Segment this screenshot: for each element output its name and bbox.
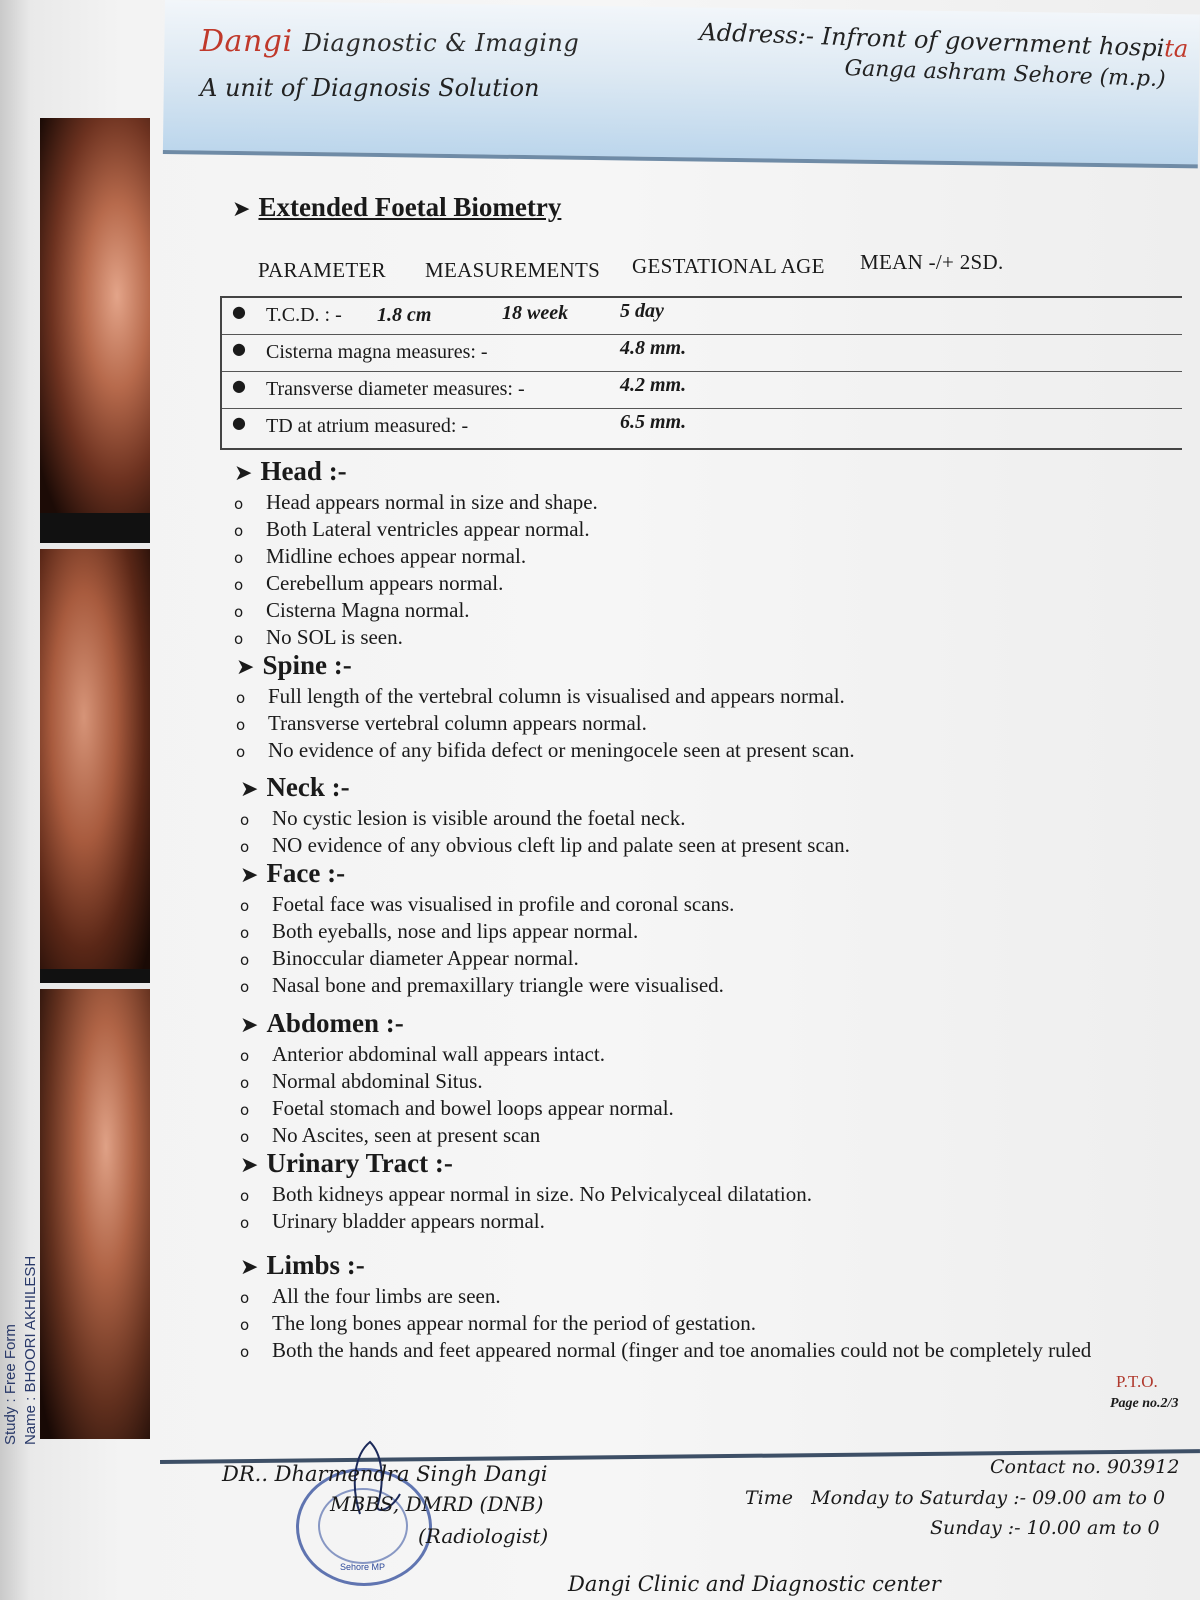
circle-bullet-icon: o: [234, 576, 244, 594]
row-ga-day: 5 day: [620, 300, 664, 322]
biometry-table: [220, 296, 1182, 450]
table-row: [222, 372, 1182, 409]
circle-bullet-icon: o: [240, 897, 250, 915]
item-text: Both kidneys appear normal in size. No Pelvicalyceal dilatation.: [272, 1182, 813, 1206]
address-text: Address:- Infront of government hospi: [699, 18, 1165, 63]
column-header: GESTATIONAL AGE: [632, 254, 825, 278]
arrow-bullet-icon: ➤: [240, 1013, 259, 1038]
circle-bullet-icon: o: [240, 1214, 250, 1232]
section-title: Limbs :-: [266, 1250, 365, 1280]
doctor-qualification: MBBS, DMRD (DNB): [330, 1492, 544, 1516]
item-text: Anterior abdominal wall appears intact.: [272, 1042, 605, 1066]
patient-name-label: Name : BHOORI AKHILESH: [22, 1255, 39, 1445]
list-item: [240, 1095, 674, 1122]
circle-bullet-icon: o: [240, 924, 250, 942]
arrow-bullet-icon: ➤: [234, 461, 253, 486]
section-face: [240, 858, 734, 999]
item-text: No Ascites, seen at present scan: [272, 1123, 541, 1147]
circle-bullet-icon: o: [236, 743, 246, 761]
circle-bullet-icon: o: [240, 811, 250, 829]
address-tail: ta: [1163, 34, 1189, 64]
row-value: 6.5 mm.: [620, 411, 687, 433]
list-item: [234, 489, 598, 516]
row-label: Cisterna magna measures: -: [266, 341, 488, 363]
item-text: NO evidence of any obvious cleft lip and palate seen at present scan.: [272, 833, 850, 857]
circle-bullet-icon: o: [236, 689, 246, 707]
table-row: [222, 409, 1182, 445]
circle-bullet-icon: o: [240, 951, 250, 969]
circle-bullet-icon: o: [234, 603, 244, 621]
item-text: Urinary bladder appears normal.: [272, 1209, 545, 1233]
column-header: PARAMETER: [258, 258, 386, 282]
brand-rest: Diagnostic & Imaging: [302, 29, 580, 57]
item-text: Foetal stomach and bowel loops appear normal.: [272, 1096, 674, 1120]
section-limbs: [240, 1250, 1091, 1364]
row-ga-week: 18 week: [502, 302, 569, 324]
stamp-text: Sehore MP: [340, 1562, 386, 1572]
pto-label: P.T.O.: [1116, 1372, 1158, 1391]
section-neck: [240, 772, 850, 859]
item-text: Head appears normal in size and shape.: [266, 490, 598, 514]
list-item: [240, 1181, 812, 1208]
row-value: 4.8 mm.: [620, 337, 687, 359]
circle-bullet-icon: o: [240, 1047, 250, 1065]
row-label: TD at atrium measured: -: [266, 415, 469, 437]
list-item: [234, 543, 598, 570]
circle-bullet-icon: o: [240, 978, 250, 996]
item-text: Both the hands and feet appeared normal (finger and toe anomalies could not be completely ruled: [272, 1338, 1092, 1362]
page-number: Page no.2/3: [1110, 1396, 1179, 1411]
list-item: [240, 805, 850, 832]
item-text: Midline echoes appear normal.: [266, 544, 527, 568]
list-item: [240, 1337, 1091, 1364]
item-text: Cerebellum appears normal.: [266, 571, 504, 595]
row-measure: 1.8 cm: [377, 304, 432, 326]
biometry-heading: [232, 192, 561, 223]
list-item: [240, 1310, 1091, 1337]
section-title: Abdomen :-: [266, 1008, 404, 1038]
section-urinary-tract: [240, 1148, 812, 1235]
circle-bullet-icon: o: [234, 495, 244, 513]
section-title: Face :-: [266, 858, 346, 888]
arrow-bullet-icon: ➤: [240, 863, 259, 888]
doctor-name: DR.. Dharmendra Singh Dangi: [222, 1462, 548, 1486]
list-item: [240, 945, 734, 972]
section-abdomen: [240, 1008, 674, 1149]
section-title: Spine :-: [262, 650, 352, 680]
list-item: [236, 710, 855, 737]
item-text: Both Lateral ventricles appear normal.: [266, 517, 590, 541]
circle-bullet-icon: o: [240, 1074, 250, 1092]
item-text: No SOL is seen.: [266, 625, 403, 649]
item-text: The long bones appear normal for the period of gestation.: [272, 1311, 757, 1335]
table-row: [222, 298, 1182, 335]
item-text: Cisterna Magna normal.: [266, 598, 470, 622]
circle-bullet-icon: o: [234, 549, 244, 567]
sunday-timing: Sunday :- 10.00 am to 0: [930, 1517, 1160, 1539]
list-item: [240, 832, 850, 859]
list-item: [240, 1041, 674, 1068]
column-header: MEASUREMENTS: [425, 258, 601, 282]
list-item: [240, 1283, 1091, 1310]
arrow-bullet-icon: ➤: [240, 1153, 259, 1178]
list-item: [234, 597, 598, 624]
arrow-bullet-icon: ➤: [232, 197, 251, 222]
row-label: Transverse diameter measures: -: [266, 378, 525, 400]
circle-bullet-icon: o: [240, 1343, 250, 1361]
list-item: [234, 570, 598, 597]
list-item: [240, 1208, 812, 1235]
arrow-bullet-icon: ➤: [240, 1255, 259, 1280]
row-value: 4.2 mm.: [620, 374, 687, 396]
circle-bullet-icon: o: [240, 838, 250, 856]
item-text: Nasal bone and premaxillary triangle were visualised.: [272, 973, 724, 997]
study-label: Study : Free Form: [2, 1324, 19, 1445]
doctor-role: (Radiologist): [418, 1524, 549, 1548]
section-head: [234, 456, 598, 651]
clinic-name: Dangi Clinic and Diagnostic center: [568, 1572, 941, 1596]
circle-bullet-icon: o: [240, 1128, 250, 1146]
table-row: [222, 335, 1182, 372]
item-text: Full length of the vertebral column is visualised and appears normal.: [268, 684, 845, 708]
circle-bullet-icon: o: [240, 1187, 250, 1205]
row-label: T.C.D. : -: [266, 304, 342, 326]
list-item: [234, 624, 598, 651]
list-item: [240, 918, 734, 945]
bullet-dot-icon: ●: [232, 376, 246, 395]
item-text: Normal abdominal Situs.: [272, 1069, 483, 1093]
address-line-2: Ganga ashram Sehore (m.p.): [844, 56, 1167, 93]
circle-bullet-icon: o: [240, 1101, 250, 1119]
circle-bullet-icon: o: [240, 1289, 250, 1307]
bullet-dot-icon: ●: [232, 339, 246, 358]
weekday-hours: Monday to Saturday :- 09.00 am to 0: [811, 1487, 1166, 1509]
unit-line: A unit of Diagnosis Solution: [200, 74, 540, 102]
item-text: Transverse vertebral column appears normal.: [268, 711, 647, 735]
list-item: [236, 737, 855, 764]
time-label: Time: [745, 1487, 794, 1509]
weekday-timing: [745, 1487, 1165, 1509]
item-text: No evidence of any bifida defect or meningocele seen at present scan.: [268, 738, 855, 762]
bullet-dot-icon: ●: [232, 413, 246, 432]
circle-bullet-icon: o: [236, 716, 246, 734]
biometry-title: Extended Foetal Biometry: [258, 192, 562, 222]
bullet-dot-icon: ●: [232, 302, 246, 321]
list-item: [240, 972, 734, 999]
section-title: Urinary Tract :-: [266, 1148, 453, 1178]
section-title: Neck :-: [266, 772, 350, 802]
arrow-bullet-icon: ➤: [236, 655, 255, 680]
item-text: Binoccular diameter Appear normal.: [272, 946, 579, 970]
list-item: [240, 891, 734, 918]
circle-bullet-icon: o: [240, 1316, 250, 1334]
arrow-bullet-icon: ➤: [240, 777, 259, 802]
brand-main: Dangi: [200, 24, 293, 59]
contact-number: Contact no. 903912: [990, 1456, 1180, 1478]
section-spine: [236, 650, 855, 764]
list-item: [236, 683, 855, 710]
item-text: No cystic lesion is visible around the foetal neck.: [272, 806, 686, 830]
item-text: Both eyeballs, nose and lips appear normal.: [272, 919, 639, 943]
item-text: All the four limbs are seen.: [272, 1284, 501, 1308]
circle-bullet-icon: o: [234, 522, 244, 540]
list-item: [240, 1068, 674, 1095]
section-title: Head :-: [260, 456, 347, 486]
list-item: [240, 1122, 674, 1149]
list-item: [234, 516, 598, 543]
column-header: MEAN -/+ 2SD.: [860, 250, 1004, 274]
circle-bullet-icon: o: [234, 630, 244, 648]
item-text: Foetal face was visualised in profile and coronal scans.: [272, 892, 735, 916]
